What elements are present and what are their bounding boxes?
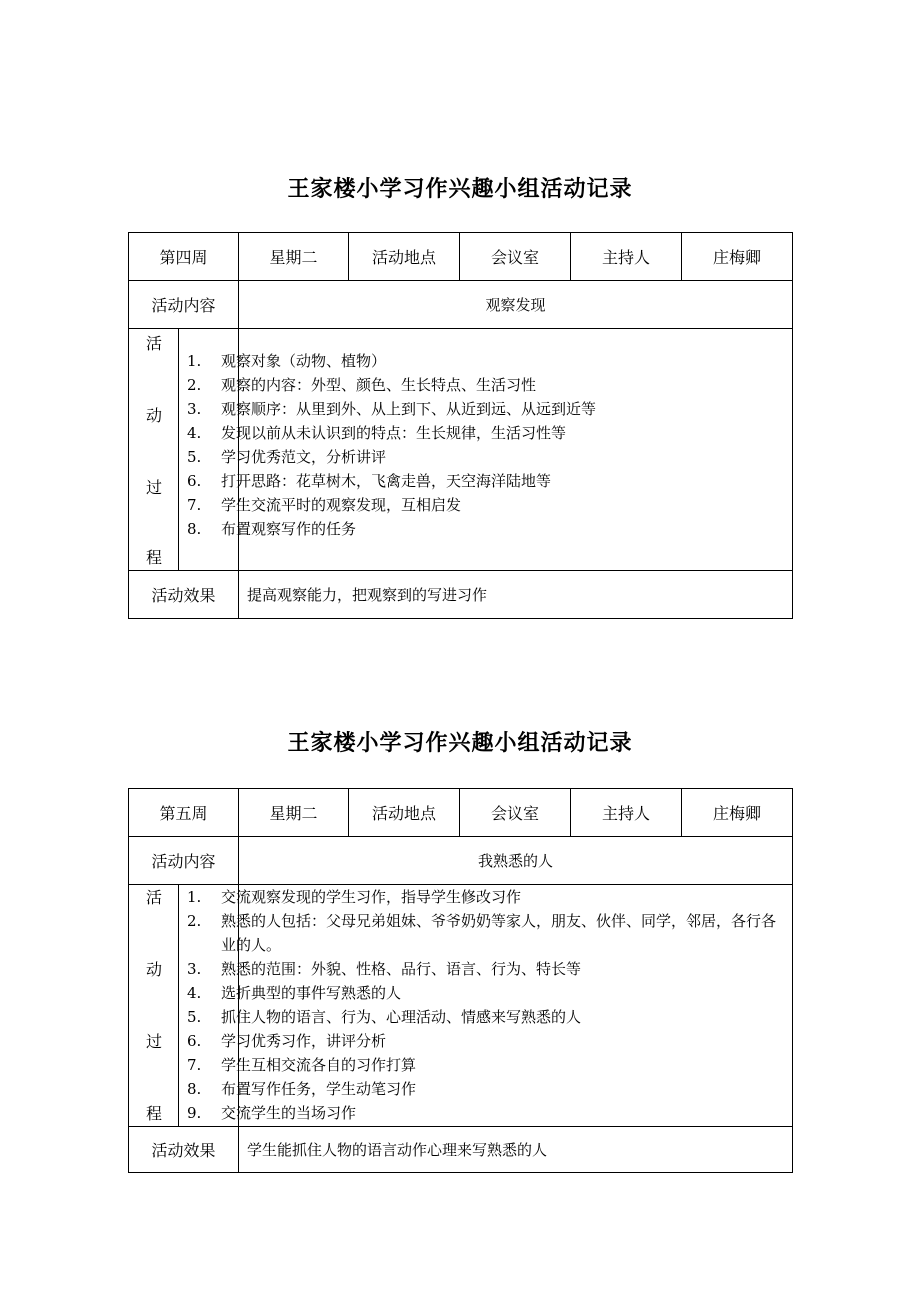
process-item-text: 观察顺序：从里到外、从上到下、从近到远、从远到近等	[221, 400, 597, 418]
process-item	[179, 469, 793, 493]
process-item-text: 交流学生的当场习作	[221, 1104, 357, 1122]
record-title: 王家楼小学习作兴趣小组活动记录	[287, 731, 633, 756]
activity-record-table	[128, 232, 793, 619]
process-item	[179, 421, 793, 445]
process-item-number: 2.	[187, 912, 202, 930]
content-label: 活动内容	[129, 837, 239, 885]
process-list-wrap	[179, 329, 793, 571]
process-item-number: 6.	[187, 1032, 202, 1050]
process-item-text: 观察的内容：外型、颜色、生长特点、生活习性	[221, 376, 537, 394]
process-item	[179, 493, 793, 517]
process-item	[179, 373, 793, 397]
process-item	[179, 1029, 793, 1053]
process-item-text: 抓住人物的语言、行为、心理活动、情感来写熟悉的人	[221, 1008, 582, 1026]
process-item-number: 1.	[187, 352, 202, 370]
process-item-text: 熟悉的人包括：父母兄弟姐妹、爷爷奶奶等家人，朋友、伙伴、同学，邻居，各行各业的人。	[221, 912, 777, 954]
process-label-cell	[129, 329, 597, 571]
location-cell: 会议室	[460, 233, 571, 281]
process-item-number: 8.	[187, 1080, 202, 1098]
effect-label: 活动效果	[129, 571, 239, 619]
process-item	[179, 517, 793, 541]
process-label-cell	[129, 885, 777, 1127]
process-item	[179, 1005, 793, 1029]
location-label: 活动地点	[349, 789, 460, 837]
process-item-number: 3.	[187, 960, 202, 978]
process-item-number: 4.	[187, 424, 202, 442]
process-item	[179, 981, 793, 1005]
process-list	[179, 329, 793, 541]
effect-cell: 学生能抓住人物的语言动作心理来写熟悉的人	[239, 1127, 793, 1173]
process-list	[179, 885, 793, 1125]
process-item-text: 观察对象（动物、植物）	[221, 352, 387, 370]
process-label-char: 程	[145, 1104, 162, 1123]
host-label: 主持人	[571, 233, 682, 281]
effect-label: 活动效果	[129, 1127, 239, 1173]
process-label-char: 活	[145, 888, 162, 907]
process-item-number: 6.	[187, 472, 202, 490]
process-item-text: 学生互相交流各自的习作打算	[221, 1056, 417, 1074]
day-cell: 星期二	[239, 789, 349, 837]
host-cell: 庄梅卿	[682, 233, 793, 281]
process-item-text: 交流观察发现的学生习作，指导学生修改习作	[221, 888, 522, 906]
week-cell: 第五周	[129, 789, 239, 837]
content-cell: 观察发现	[239, 281, 793, 329]
process-item-number: 4.	[187, 984, 202, 1002]
process-label-char: 动	[145, 960, 162, 979]
record-title: 王家楼小学习作兴趣小组活动记录	[287, 177, 633, 202]
process-item-text: 发现以前从未认识到的特点：生长规律，生活习性等	[221, 424, 567, 442]
process-item	[179, 397, 793, 421]
process-item-number: 2.	[187, 376, 202, 394]
day-cell: 星期二	[239, 233, 349, 281]
process-label-char: 过	[145, 478, 162, 497]
process-item	[179, 957, 793, 981]
process-label-char: 过	[145, 1032, 162, 1051]
process-item-text: 学习优秀习作，讲评分析	[221, 1032, 387, 1050]
process-item-number: 3.	[187, 400, 202, 418]
process-item	[179, 1053, 793, 1077]
effect-cell: 提高观察能力，把观察到的写进习作	[239, 571, 793, 619]
process-item-text: 布置观察写作的任务	[221, 520, 357, 538]
process-item	[179, 909, 793, 957]
host-cell: 庄梅卿	[682, 789, 793, 837]
process-item-text: 打开思路：花草树木，飞禽走兽，天空海洋陆地等	[221, 472, 552, 490]
activity-record-table	[128, 788, 793, 1173]
host-label: 主持人	[571, 789, 682, 837]
location-cell: 会议室	[460, 789, 571, 837]
process-item	[179, 349, 793, 373]
process-label-char: 动	[145, 406, 162, 425]
process-label-char: 程	[145, 548, 162, 567]
process-list-wrap	[179, 885, 793, 1127]
process-item	[179, 445, 793, 469]
content-cell: 我熟悉的人	[239, 837, 793, 885]
process-item-number: 9.	[187, 1104, 202, 1122]
process-item	[179, 1101, 793, 1125]
process-item-number: 5.	[187, 448, 202, 466]
process-item-number: 7.	[187, 496, 202, 514]
process-item-number: 5.	[187, 1008, 202, 1026]
process-item	[179, 885, 793, 909]
process-item-number: 8.	[187, 520, 202, 538]
process-item-text: 熟悉的范围：外貌、性格、品行、语言、行为、特长等	[221, 960, 582, 978]
process-item-text: 布置写作任务，学生动笔习作	[221, 1080, 417, 1098]
location-label: 活动地点	[349, 233, 460, 281]
content-label: 活动内容	[129, 281, 239, 329]
process-item	[179, 1077, 793, 1101]
process-item-text: 选折典型的事件写熟悉的人	[221, 984, 402, 1002]
week-cell: 第四周	[129, 233, 239, 281]
process-item-text: 学生交流平时的观察发现，互相启发	[221, 496, 462, 514]
process-item-text: 学习优秀范文，分析讲评	[221, 448, 387, 466]
process-label-char: 活	[145, 334, 162, 353]
process-item-number: 1.	[187, 888, 202, 906]
process-item-number: 7.	[187, 1056, 202, 1074]
